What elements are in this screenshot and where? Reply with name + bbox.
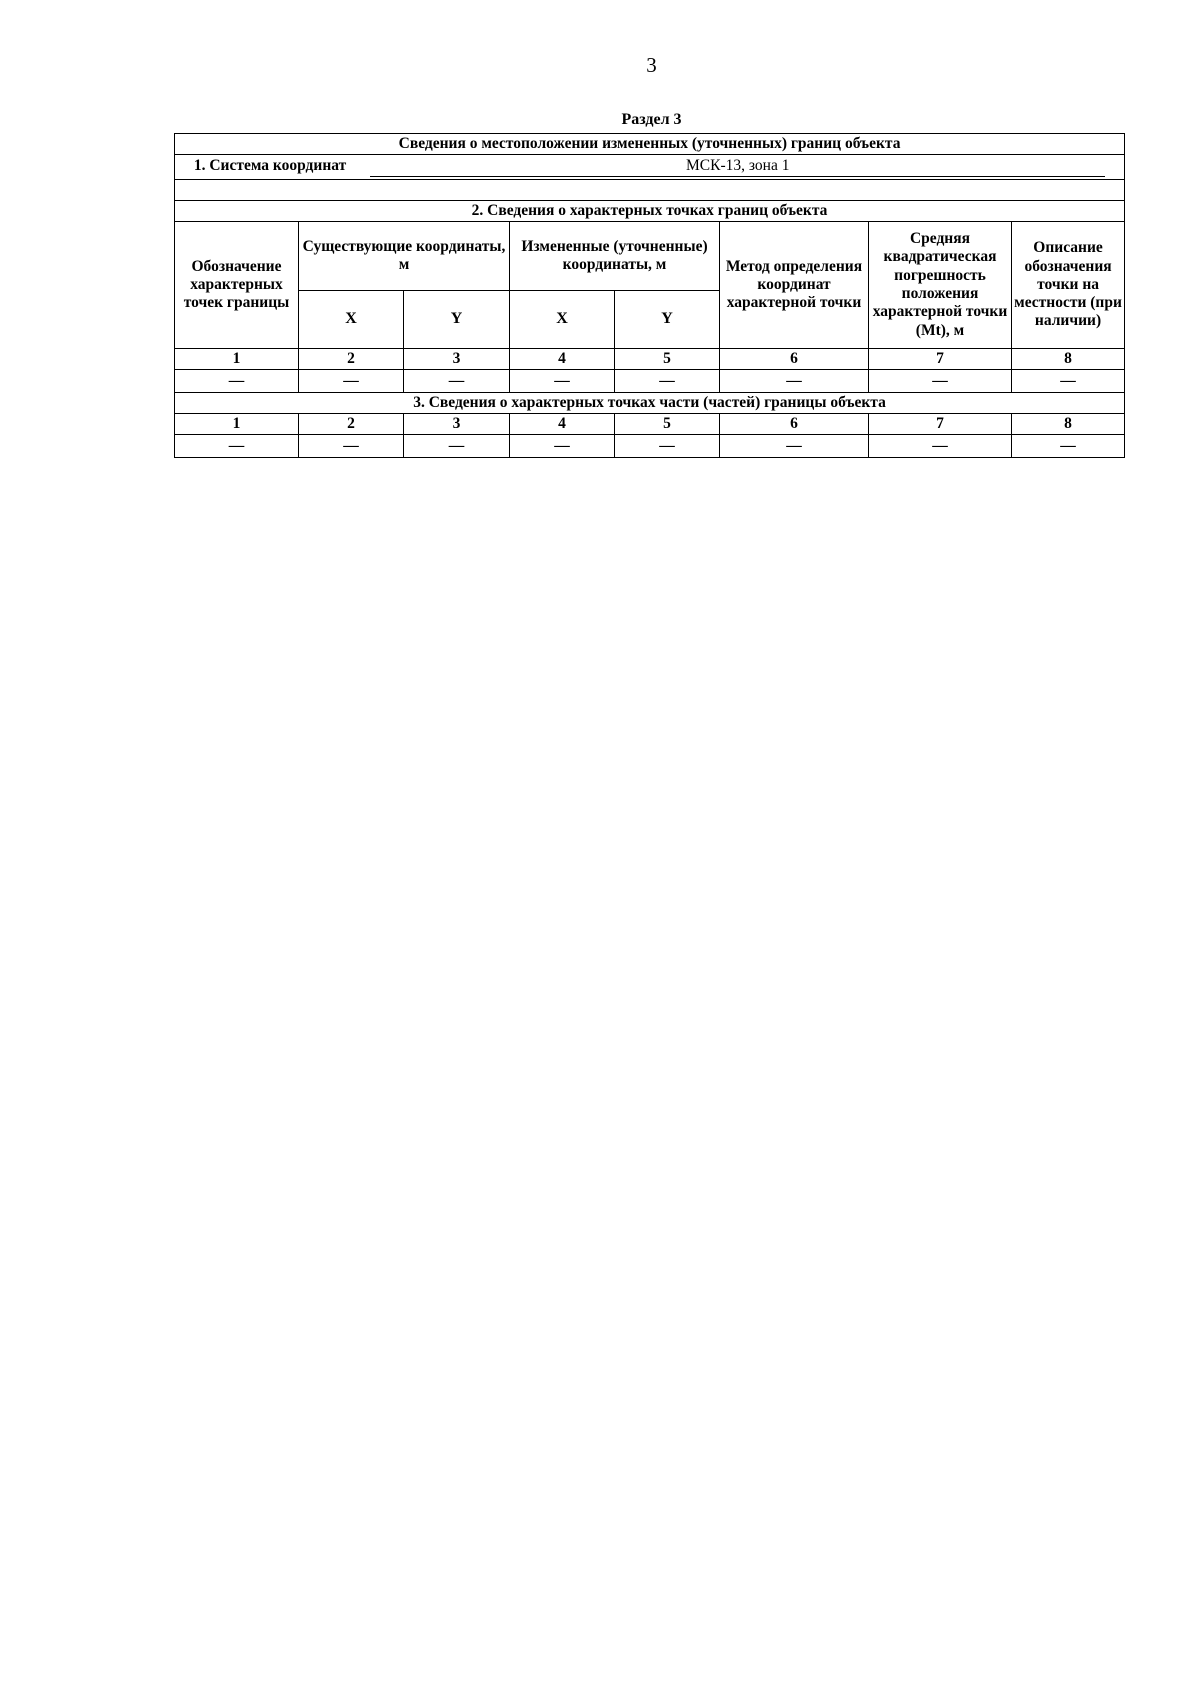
boundary-table xyxy=(174,133,1125,458)
table-cell: — xyxy=(175,370,299,393)
blank-row xyxy=(175,180,1125,201)
column-number: 7 xyxy=(869,349,1012,370)
subsection3-title-row xyxy=(175,393,1125,414)
column-number: 4 xyxy=(510,349,615,370)
table-cell: — xyxy=(720,435,869,458)
table-title: Сведения о местоположении измененных (уточненных) границ объекта xyxy=(175,134,1125,155)
table-cell: — xyxy=(869,435,1012,458)
subsection2-title-row xyxy=(175,201,1125,222)
header-error: Средняя квадратическая погрешность положения характерной точки (Mt), м xyxy=(869,222,1012,349)
column-number: 1 xyxy=(175,349,299,370)
column-number: 5 xyxy=(615,349,720,370)
column-number: 3 xyxy=(404,414,510,435)
table-cell: — xyxy=(1012,370,1125,393)
column-number: 8 xyxy=(1012,349,1125,370)
table-cell: — xyxy=(404,370,510,393)
column-number: 8 xyxy=(1012,414,1125,435)
header-method: Метод определения координат характерной точки xyxy=(720,222,869,349)
header-point-designation: Обозначение характерных точек границы xyxy=(175,222,299,349)
column-number: 5 xyxy=(615,414,720,435)
coord-system-row xyxy=(175,155,1125,180)
table-cell: — xyxy=(869,370,1012,393)
header-existing-x: X xyxy=(299,291,404,349)
table-title-row xyxy=(175,134,1125,155)
column-number: 1 xyxy=(175,414,299,435)
table-cell: — xyxy=(404,435,510,458)
column-number: 2 xyxy=(299,349,404,370)
column-number: 3 xyxy=(404,349,510,370)
table-cell: — xyxy=(720,370,869,393)
header-existing-y: Y xyxy=(404,291,510,349)
section-title: Раздел 3 xyxy=(621,111,682,128)
column-number: 6 xyxy=(720,349,869,370)
table-cell: — xyxy=(510,370,615,393)
table-cell: — xyxy=(299,435,404,458)
table-cell: — xyxy=(299,370,404,393)
header-existing-coords: Существующие координаты, м xyxy=(299,222,510,291)
column-number: 2 xyxy=(299,414,404,435)
header-changed-y: Y xyxy=(615,291,720,349)
subsection3-title: 3. Сведения о характерных точках части (частей) границы объекта xyxy=(175,393,1125,414)
header-changed-coords: Измененные (уточненные) координаты, м xyxy=(510,222,720,291)
column-number: 6 xyxy=(720,414,869,435)
subsection2-title: 2. Сведения о характерных точках границ объекта xyxy=(175,201,1125,222)
header-changed-x: X xyxy=(510,291,615,349)
table-cell: — xyxy=(1012,435,1125,458)
table-cell: — xyxy=(510,435,615,458)
column-number-row xyxy=(175,349,1125,370)
table-cell: — xyxy=(615,370,720,393)
coord-system-label: 1. Система координат xyxy=(193,157,347,175)
page-number: 3 xyxy=(646,53,657,77)
table-cell: — xyxy=(615,435,720,458)
column-number: 4 xyxy=(510,414,615,435)
coord-system-value: МСК-13, зона 1 xyxy=(370,157,1105,176)
header-description: Описание обозначения точки на местности (при наличии) xyxy=(1012,222,1125,349)
table-cell: — xyxy=(175,435,299,458)
header-row-top xyxy=(175,222,1125,291)
table-row xyxy=(175,370,1125,393)
column-number: 7 xyxy=(869,414,1012,435)
column-number-row xyxy=(175,414,1125,435)
table-row xyxy=(175,435,1125,458)
